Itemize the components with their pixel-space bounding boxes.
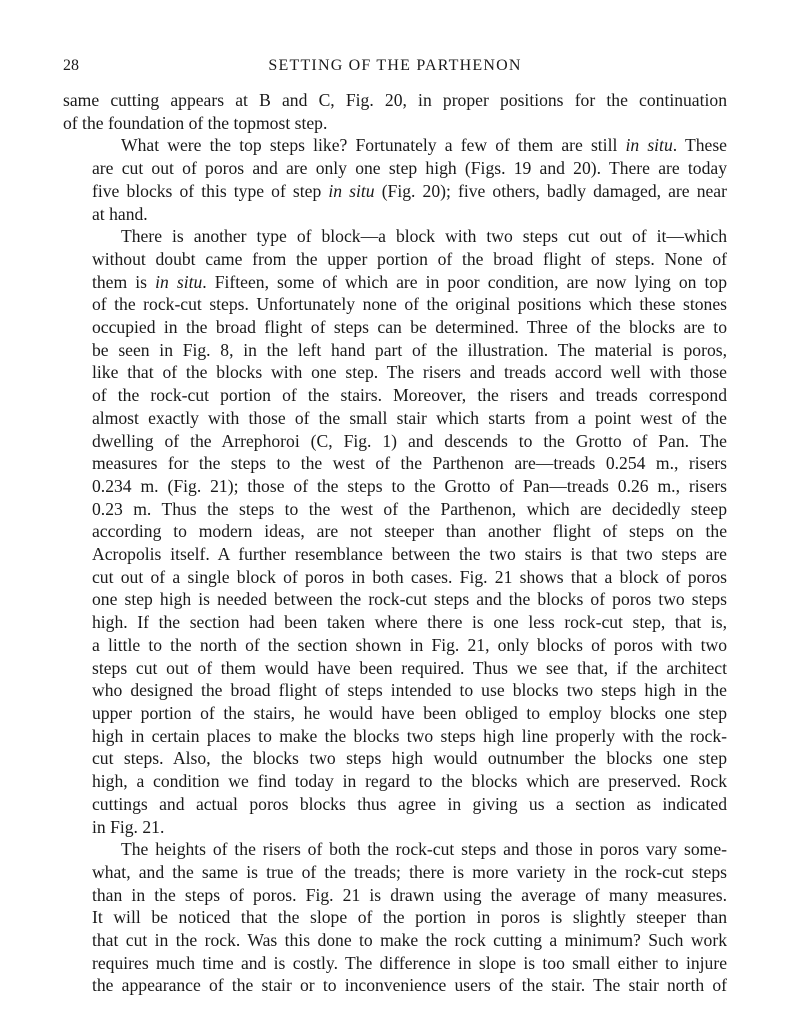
text-line: them is in situ. Fifteen, some of which are in poor condition, are now lying on top <box>92 271 727 292</box>
text-line: one step high is needed between the rock-cut steps and the blocks of poros two steps <box>92 589 727 610</box>
text-line: 0.23 m. Thus the steps to the west of the Parthenon, which are decidedly steep <box>92 498 727 519</box>
text-line: according to modern ideas, are not steeper than another flight of steps on the <box>92 521 727 542</box>
text-line: what, and the same is true of the treads; there is more variety in the rock-cut steps <box>92 861 727 882</box>
text-line: at hand. <box>92 203 148 224</box>
text-line: high in certain places to make the blocks two steps high line properly with the rock- <box>92 725 727 746</box>
text-line: of the rock-cut steps. Unfortunately none of the original positions which these stones <box>92 294 727 315</box>
text-line: same cutting appears at B and C, Fig. 20, in proper positions for the continuation <box>63 90 727 110</box>
text-line: dwelling of the Arrephoroi (C, Fig. 1) and descends to the Grotto of Pan. The <box>92 430 727 451</box>
text-line: without doubt came from the upper portion of the broad flight of steps. None of <box>92 248 727 269</box>
text-line: five blocks of this type of step in situ (Fig. 20); five others, badly damaged, are near <box>92 180 727 201</box>
text-line: What were the top steps like? Fortunately a few of them are still in situ. These <box>121 135 727 156</box>
text-line: 0.234 m. (Fig. 21); those of the steps to the Grotto of Pan—treads 0.26 m., risers <box>92 475 727 496</box>
text-line: cut steps. Also, the blocks two steps high would outnumber the blocks one step <box>92 748 727 769</box>
text-line: a little to the north of the section shown in Fig. 21, only blocks of poros with two <box>92 634 727 655</box>
text-line: almost exactly with those of the small stair which starts from a point west of the <box>92 407 727 428</box>
page-number: 28 <box>63 57 79 74</box>
italic-term: in situ <box>328 180 375 201</box>
text-line: than in the steps of poros. Fig. 21 is drawn using the average of many measures. <box>92 884 727 905</box>
italic-term: in situ <box>155 271 203 292</box>
text-line: are cut out of poros and are only one step high (Figs. 19 and 20). There are today <box>92 158 727 179</box>
text-line: who designed the broad flight of steps intended to use blocks two steps high in the <box>92 680 727 701</box>
paragraph <box>63 134 727 225</box>
text-line: cuttings and actual poros blocks thus agree in giving us a section as indicated <box>92 793 727 814</box>
text-line: high, a condition we find today in regard to the blocks which are preserved. Rock <box>92 771 727 792</box>
text-line: Acropolis itself. A further resemblance between the two stairs is that two steps are <box>92 544 727 565</box>
text-line: high. If the section had been taken where there is one less rock-cut step, that is, <box>92 612 727 633</box>
text-line: measures for the steps to the west of the Parthenon are—treads 0.254 m., risers <box>92 453 727 474</box>
text-line: There is another type of block—a block with two steps cut out of it—which <box>121 226 727 247</box>
text-line: steps cut out of them would have been required. Thus we see that, if the architect <box>92 657 727 678</box>
text-line: It will be noticed that the slope of the portion in poros is slightly steeper than <box>92 907 727 928</box>
text-line: the appearance of the stair or to inconvenience users of the stair. The stair north of <box>92 975 727 996</box>
text-line: cut out of a single block of poros in both cases. Fig. 21 shows that a block of poros <box>92 566 727 587</box>
body-text <box>63 89 727 997</box>
text-line: that cut in the rock. Was this done to make the rock cutting a minimum? Such work <box>92 930 727 951</box>
text-line: of the foundation of the topmost step. <box>63 112 328 133</box>
text-line: in Fig. 21. <box>92 816 165 837</box>
text-line: requires much time and is costly. The difference in slope is too small either to injure <box>92 952 727 973</box>
paragraph <box>63 838 727 997</box>
text-line: occupied in the broad flight of steps can be determined. Three of the blocks are to <box>92 317 727 338</box>
text-line: The heights of the risers of both the rock-cut steps and those in poros vary some- <box>121 839 727 860</box>
text-line: upper portion of the stairs, he would have been obliged to employ blocks one step <box>92 702 727 723</box>
text-line: of the rock-cut portion of the stairs. Moreover, the risers and treads correspond <box>92 385 727 406</box>
running-title: SETTING OF THE PARTHENON <box>268 57 522 74</box>
text-line: like that of the blocks with one step. The risers and treads accord well with those <box>92 362 727 383</box>
paragraph <box>63 225 727 838</box>
text-line: be seen in Fig. 8, in the left hand part of the illustration. The material is poros, <box>92 339 727 360</box>
paragraph <box>63 89 727 134</box>
running-head <box>63 57 727 79</box>
italic-term: in situ <box>625 135 673 156</box>
